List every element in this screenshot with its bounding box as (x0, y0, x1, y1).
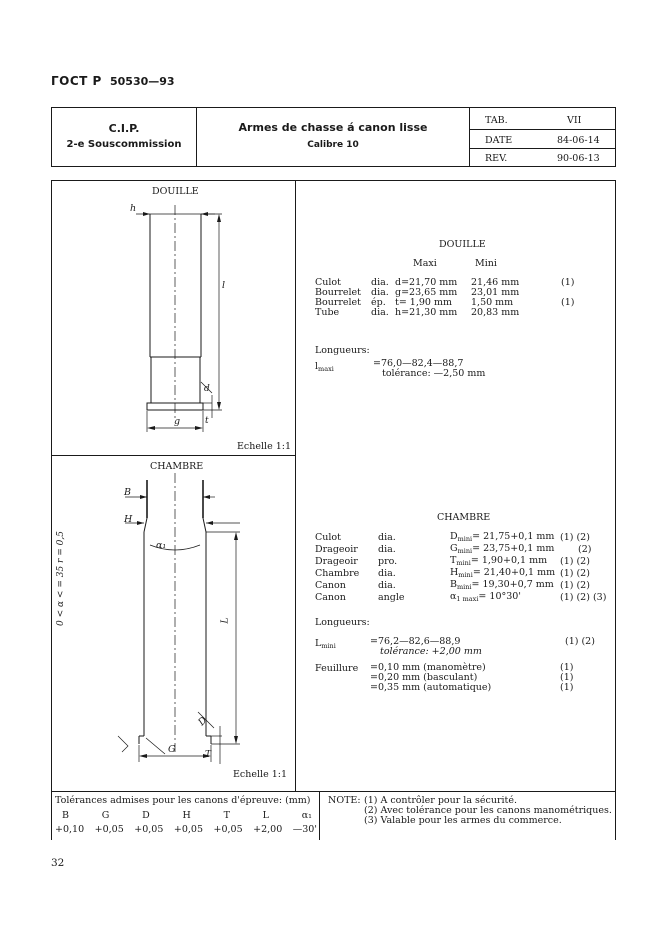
l-subscript: maxi (318, 365, 334, 373)
row-max: h=21,30 mm (395, 307, 458, 318)
row-min: 23,01 mm (471, 287, 520, 298)
douille-scale: Echelle 1:1 (237, 441, 292, 452)
tol-header: G (101, 810, 110, 821)
date-label: DATE (485, 135, 513, 146)
table-row (315, 568, 606, 580)
gost-label: ГОСТ Р (51, 74, 102, 88)
tol-value: +0,05 (213, 824, 243, 835)
org-name: C.I.P. (108, 122, 140, 135)
tab-label: TAB. (485, 115, 508, 126)
page-number: 32 (51, 857, 65, 869)
tol-value: +0,05 (173, 824, 203, 835)
douille-drawing-title: DOUILLE (152, 186, 199, 197)
l-subscript: mini (321, 642, 336, 650)
calibre: Calibre 10 (307, 140, 359, 150)
douille-col-max: Maxi (413, 258, 437, 269)
tol-header: α₁ (301, 810, 312, 821)
row-name: Drageoir (315, 556, 358, 567)
row-max: d=21,70 mm (395, 277, 458, 288)
feuillure-value: =0,20 mm (basculant) (370, 672, 478, 683)
row-note: (1) (561, 277, 575, 288)
chambre-section-title: CHAMBRE (437, 512, 491, 523)
douille-lengths-label: Longueurs: (315, 345, 370, 356)
row-name: Canon (315, 592, 346, 603)
row-symbol: T (450, 555, 457, 566)
row-name: Drageoir (315, 544, 358, 555)
chambre-label-d: D (196, 714, 210, 729)
row-kind: dia. (378, 532, 396, 543)
row-kind: ép. (371, 297, 386, 308)
row-symbol: α (450, 591, 457, 602)
row-value: = 23,75+0,1 mm (472, 543, 555, 554)
row-notes: (1) (2) (560, 556, 590, 567)
tol-header: L (262, 810, 269, 821)
row-subscript: mini (457, 547, 473, 555)
douille-label-h: h (130, 203, 137, 214)
row-value: = 21,75+0,1 mm (472, 531, 555, 542)
tol-value: +2,00 (253, 824, 283, 835)
l-symbol: l (315, 361, 319, 372)
subcommission: 2-e Souscommission (66, 139, 182, 150)
table-row (370, 683, 573, 693)
row-value: = 19,30+0,7 mm (471, 579, 554, 590)
chambre-table (315, 532, 606, 604)
row-name: Bourrelet (315, 287, 362, 298)
chambre-label-b: B (124, 487, 131, 498)
row-kind: pro. (378, 556, 398, 567)
row-symbol: D (450, 531, 458, 542)
tol-value: —30' (292, 824, 317, 835)
table-row (315, 532, 606, 544)
table-row (315, 556, 606, 568)
row-symbol: G (450, 543, 458, 554)
rev-value: 90-06-13 (557, 153, 600, 164)
row-name: Bourrelet (315, 297, 362, 308)
feuillure-note: (1) (560, 682, 574, 693)
rev-label: REV. (485, 153, 508, 164)
row-symbol: H (450, 567, 459, 578)
row-symbol: B (450, 579, 457, 590)
tab-value: VII (567, 115, 582, 126)
tol-header: T (223, 810, 230, 821)
table-row (315, 580, 606, 592)
tolerances-headers (62, 810, 312, 821)
row-kind: dia. (378, 544, 396, 555)
row-max: g=23,65 mm (395, 287, 458, 298)
row-subscript: 1 maxi (456, 595, 479, 603)
notes-label: NOTE: (328, 795, 361, 806)
feuillure-value: =0,10 mm (manomètre) (370, 662, 486, 673)
row-notes: (2) (578, 544, 592, 555)
gost-number: 50530—93 (110, 75, 175, 88)
chambre-l-notes: (1) (2) (565, 636, 595, 647)
tol-header: H (182, 810, 191, 821)
douille-label-g: g (174, 416, 181, 427)
row-kind: dia. (371, 287, 389, 298)
feuillure-note: (1) (560, 672, 574, 683)
douille-label-l: l (222, 280, 226, 291)
tol-value: +0,05 (94, 824, 124, 835)
row-name: Chambre (315, 568, 360, 579)
tol-value: +0,10 (55, 824, 85, 835)
row-subscript: mini (457, 535, 473, 543)
table-row (315, 592, 606, 604)
feuillure-note: (1) (560, 662, 574, 673)
chambre-drawing-title: CHAMBRE (150, 461, 204, 472)
chambre-label-alpha: α₁ (156, 540, 167, 551)
row-notes: (1) (2) (560, 580, 590, 591)
row-max: t= 1,90 mm (395, 297, 452, 308)
row-notes: (1) (2) (560, 568, 590, 579)
row-value: = 21,40+0,1 mm (472, 567, 556, 578)
feuillure-value: =0,35 mm (automatique) (370, 682, 492, 693)
chambre-lengths-label: Longueurs: (315, 617, 370, 628)
row-name: Tube (315, 307, 340, 318)
douille-l-value: =76,0—82,4—88,7 (373, 358, 464, 369)
row-kind: dia. (371, 307, 389, 318)
row-min: 20,83 mm (471, 307, 520, 318)
row-kind: angle (378, 592, 405, 603)
row-kind: dia. (378, 568, 396, 579)
chambre-l-value: =76,2—82,6—88,9 (370, 636, 461, 647)
row-subscript: mini (456, 583, 472, 591)
tolerances-title: Tolérances admises pour les canons d'épreuve: (mm) (55, 795, 311, 806)
chambre-label-l: L (219, 617, 231, 624)
row-name: Canon (315, 580, 346, 591)
chambre-label-t: T (205, 750, 212, 760)
feuillure-label: Feuillure (315, 663, 359, 674)
row-subscript: mini (456, 559, 471, 567)
row-name: Culot (315, 532, 341, 543)
note-3: (3) Valable pour les armes du commerce. (364, 815, 562, 826)
tol-value: +0,05 (134, 824, 164, 835)
tol-header: B (62, 810, 69, 821)
douille-label-d: d (204, 384, 210, 394)
chambre-l-tolerance: tolérance: +2,00 mm (380, 646, 482, 657)
tol-header: D (142, 810, 150, 821)
row-value: = 10°30' (478, 591, 521, 602)
chambre-l-label (315, 638, 336, 650)
douille-section-title: DOUILLE (439, 239, 486, 250)
feuillure-table (370, 663, 573, 693)
row-name: Culot (315, 277, 341, 288)
l-symbol: L (315, 638, 322, 649)
tolerances-values (55, 824, 317, 835)
note-1: (1) A contrôler pour la sécurité. (364, 795, 517, 806)
row-min: 1,50 mm (471, 297, 514, 308)
date-value: 84-06-14 (557, 135, 600, 146)
row-notes: (1) (2) (3) (560, 592, 607, 603)
chambre-label-h: H (124, 514, 133, 525)
chambre-label-g: G (168, 744, 176, 755)
row-subscript: mini (458, 571, 473, 579)
doc-title: Armes de chasse á canon lisse (238, 121, 428, 134)
row-min: 21,46 mm (471, 277, 520, 288)
chambre-scale: Echelle 1:1 (233, 769, 288, 780)
note-2: (2) Avec tolérance pour les canons manométriques. (364, 805, 612, 816)
row-kind: dia. (378, 580, 396, 591)
row-notes: (1) (2) (560, 532, 590, 543)
row-value: = 1,90+0,1 mm (470, 555, 548, 566)
table-row (315, 544, 606, 556)
row-kind: dia. (371, 277, 389, 288)
douille-label-t: t (205, 416, 209, 426)
douille-l-tolerance: tolérance: —2,50 mm (382, 368, 486, 379)
row-note: (1) (561, 297, 575, 308)
douille-col-min: Mini (475, 258, 497, 269)
chambre-side-note: 0 < α < = 35 r = 0,5 (56, 531, 66, 626)
